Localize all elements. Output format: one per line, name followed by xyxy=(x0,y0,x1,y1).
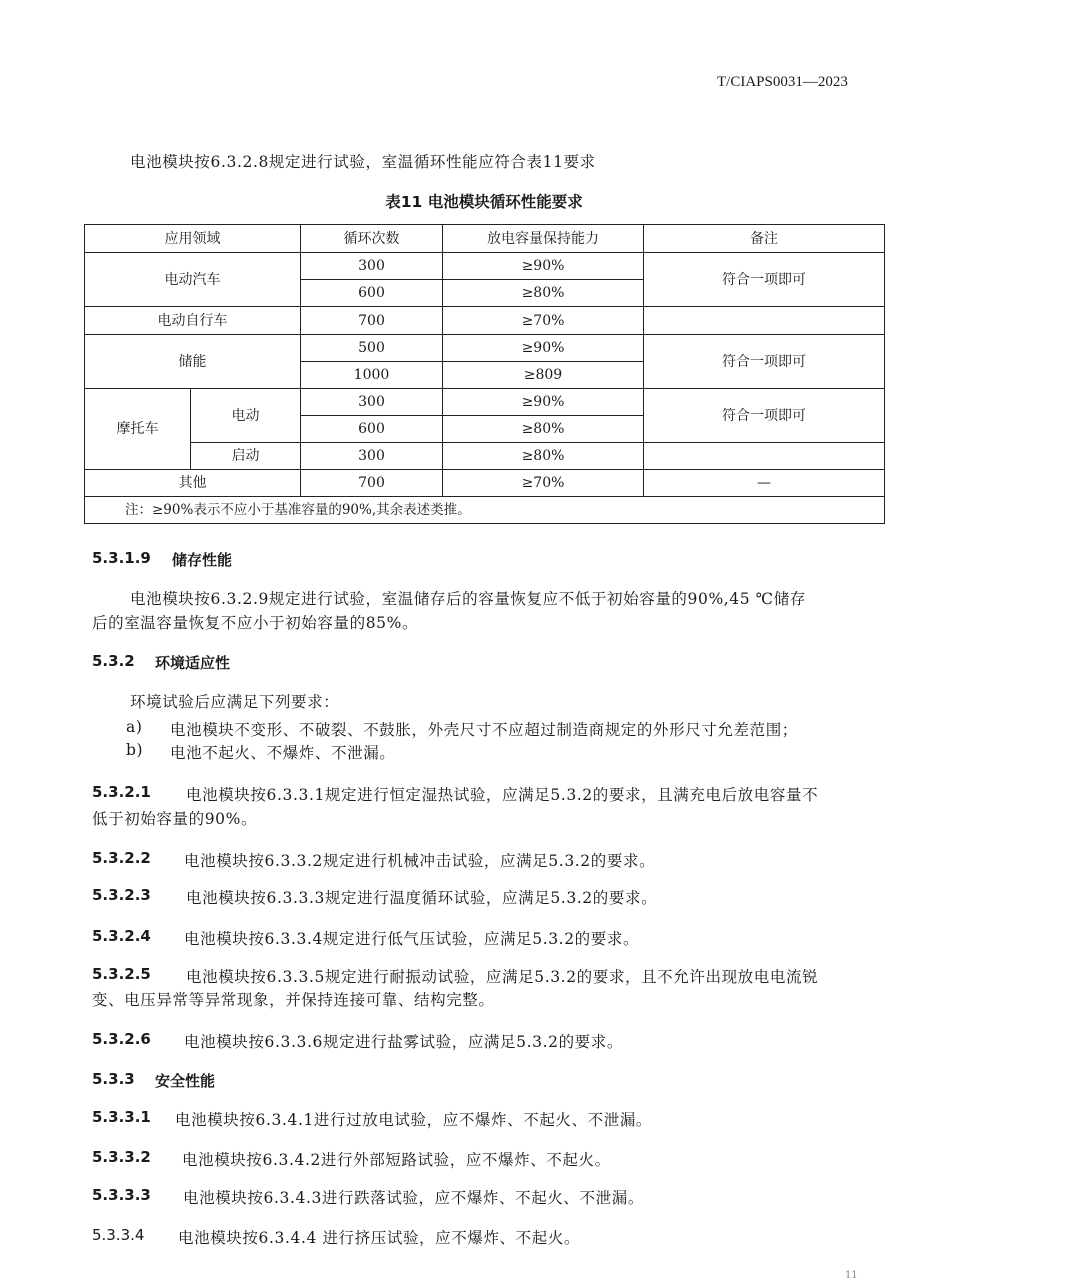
paragraph-line: 电池模块按6.3.3.5规定进行耐振动试验，应满足5.3.2的要求，且不允许出现放电电流锐 xyxy=(186,968,819,986)
cycle-performance-table xyxy=(84,224,885,524)
remark-cell: 符合一项即可 xyxy=(644,253,885,307)
paragraph-line: 电池模块按6.3.3.1规定进行恒定湿热试验，应满足5.3.2的要求，且满充电后放电容量不 xyxy=(186,786,819,804)
capacity-cell: ≥90% xyxy=(443,253,644,280)
table-row xyxy=(85,307,885,335)
cycle-cell: 500 xyxy=(301,335,443,362)
remark-cell xyxy=(644,443,885,470)
paragraph-line: 电池模块按6.3.4.1进行过放电试验，应不爆炸、不起火、不泄漏。 xyxy=(175,1111,653,1129)
table-note: 注：≥90%表示不应小于基准容量的90%,其余表述类推。 xyxy=(85,497,885,524)
list-item: 电池不起火、不爆炸、不泄漏。 xyxy=(170,744,396,762)
paragraph-line: 后的室温容量恢复不应小于初始容量的85%。 xyxy=(92,614,419,632)
paragraph-line: 电池模块按6.3.3.4规定进行低气压试验，应满足5.3.2的要求。 xyxy=(184,930,640,948)
capacity-cell: ≥809 xyxy=(443,362,644,389)
clause-number: 5.3.2.2 xyxy=(92,849,151,867)
intro-paragraph: 电池模块按6.3.2.8规定进行试验，室温循环性能应符合表11要求 xyxy=(130,153,596,171)
remark-cell xyxy=(644,307,885,335)
capacity-cell: ≥80% xyxy=(443,280,644,307)
subdomain-cell: 电动 xyxy=(191,389,301,443)
cycle-cell: 600 xyxy=(301,280,443,307)
clause-number: 5.3.3.2 xyxy=(92,1148,151,1166)
domain-cell: 摩托车 xyxy=(85,389,191,470)
clause-number: 5.3.3.3 xyxy=(92,1186,151,1204)
paragraph-line: 电池模块按6.3.4.4 进行挤压试验，应不爆炸、不起火。 xyxy=(178,1229,581,1247)
section-number: 5.3.3 xyxy=(92,1070,135,1088)
table-row xyxy=(85,253,885,280)
table-header-row xyxy=(85,225,885,253)
paragraph-line: 电池模块按6.3.4.3进行跌落试验，应不爆炸、不起火、不泄漏。 xyxy=(183,1189,644,1207)
clause-number: 5.3.2.5 xyxy=(92,965,151,983)
subdomain-cell: 启动 xyxy=(191,443,301,470)
domain-cell: 其他 xyxy=(85,470,301,497)
page-number: 11 xyxy=(845,1270,858,1281)
domain-cell: 储能 xyxy=(85,335,301,389)
paragraph-line: 环境试验后应满足下列要求： xyxy=(130,693,340,711)
capacity-cell: ≥70% xyxy=(443,307,644,335)
clause-number: 5.3.2.4 xyxy=(92,927,151,945)
clause-number: 5.3.3.1 xyxy=(92,1108,151,1126)
table-row xyxy=(85,443,885,470)
table-row xyxy=(85,470,885,497)
paragraph-line: 电池模块按6.3.2.9规定进行试验，室温储存后的容量恢复应不低于初始容量的90%,45 ℃储存 xyxy=(130,590,806,608)
header-cell: 循环次数 xyxy=(301,225,443,253)
paragraph-line: 电池模块按6.3.3.3规定进行温度循环试验，应满足5.3.2的要求。 xyxy=(186,889,658,907)
capacity-cell: ≥90% xyxy=(443,389,644,416)
domain-cell: 电动汽车 xyxy=(85,253,301,307)
capacity-cell: ≥70% xyxy=(443,470,644,497)
section-title: 储存性能 xyxy=(172,551,233,569)
list-item: 电池模块不变形、不破裂、不鼓胀，外壳尺寸不应超过制造商规定的外形尺寸允差范围； xyxy=(170,721,798,739)
cycle-cell: 300 xyxy=(301,443,443,470)
capacity-cell: ≥90% xyxy=(443,335,644,362)
cycle-cell: 700 xyxy=(301,307,443,335)
list-marker: a) xyxy=(126,718,143,736)
paragraph-line: 电池模块按6.3.3.2规定进行机械冲击试验，应满足5.3.2的要求。 xyxy=(184,852,656,870)
paragraph-line: 电池模块按6.3.4.2进行外部短路试验，应不爆炸、不起火。 xyxy=(182,1151,611,1169)
remark-cell: 符合一项即可 xyxy=(644,389,885,443)
cycle-cell: 700 xyxy=(301,470,443,497)
header-cell: 应用领域 xyxy=(85,225,301,253)
table-row xyxy=(85,335,885,362)
paragraph-line: 变、电压异常等异常现象，并保持连接可靠、结构完整。 xyxy=(92,991,495,1009)
clause-number: 5.3.2.6 xyxy=(92,1030,151,1048)
table-title: 表11 电池模块循环性能要求 xyxy=(385,193,583,211)
cycle-cell: 300 xyxy=(301,389,443,416)
clause-number: 5.3.2.3 xyxy=(92,886,151,904)
header-cell: 放电容量保持能力 xyxy=(443,225,644,253)
table-row xyxy=(85,389,885,416)
section-title: 环境适应性 xyxy=(155,654,231,672)
domain-cell: 电动自行车 xyxy=(85,307,301,335)
clause-number: 5.3.2.1 xyxy=(92,783,151,801)
clause-number: 5.3.3.4 xyxy=(92,1226,145,1244)
document-code: T/CIAPS0031—2023 xyxy=(717,74,848,90)
section-number: 5.3.2 xyxy=(92,652,135,670)
section-number: 5.3.1.9 xyxy=(92,549,151,567)
cycle-cell: 300 xyxy=(301,253,443,280)
paragraph-line: 低于初始容量的90%。 xyxy=(92,810,258,828)
section-title: 安全性能 xyxy=(155,1072,216,1090)
list-marker: b) xyxy=(126,741,144,759)
table-note-row xyxy=(85,497,885,524)
paragraph-line: 电池模块按6.3.3.6规定进行盐雾试验，应满足5.3.2的要求。 xyxy=(184,1033,623,1051)
capacity-cell: ≥80% xyxy=(443,443,644,470)
capacity-cell: ≥80% xyxy=(443,416,644,443)
header-cell: 备注 xyxy=(644,225,885,253)
cycle-cell: 1000 xyxy=(301,362,443,389)
remark-cell: — xyxy=(644,470,885,497)
cycle-cell: 600 xyxy=(301,416,443,443)
remark-cell: 符合一项即可 xyxy=(644,335,885,389)
